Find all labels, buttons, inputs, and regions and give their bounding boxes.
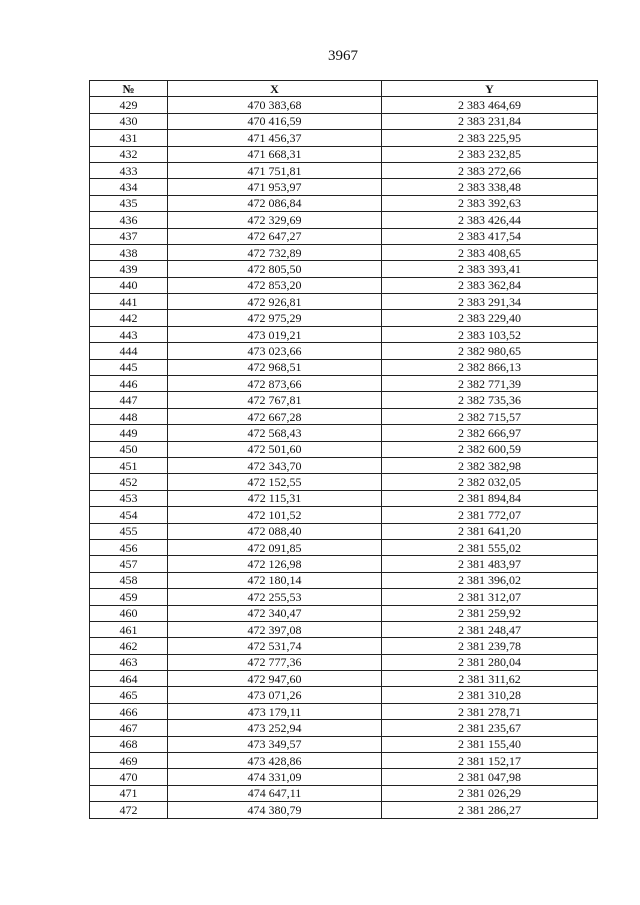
y-coordinate-cell: 2 381 278,71: [382, 703, 598, 719]
point-number-cell: 430: [90, 113, 168, 129]
table-row: [90, 244, 598, 260]
point-number-cell: 435: [90, 195, 168, 211]
y-coordinate-cell: 2 382 980,65: [382, 343, 598, 359]
column-header-x: X: [168, 81, 382, 97]
x-coordinate-cell: 473 428,86: [168, 753, 382, 769]
x-coordinate-cell: 470 383,68: [168, 97, 382, 113]
y-coordinate-cell: 2 383 231,84: [382, 113, 598, 129]
y-coordinate-cell: 2 383 229,40: [382, 310, 598, 326]
y-coordinate-cell: 2 381 259,92: [382, 605, 598, 621]
table-row: [90, 425, 598, 441]
column-header-y: Y: [382, 81, 598, 97]
y-coordinate-cell: 2 381 483,97: [382, 556, 598, 572]
table-row: [90, 507, 598, 523]
point-number-cell: 429: [90, 97, 168, 113]
y-coordinate-cell: 2 383 362,84: [382, 277, 598, 293]
x-coordinate-cell: 472 397,08: [168, 621, 382, 637]
y-coordinate-cell: 2 382 771,39: [382, 376, 598, 392]
point-number-cell: 457: [90, 556, 168, 572]
point-number-cell: 448: [90, 408, 168, 424]
table-row: [90, 556, 598, 572]
x-coordinate-cell: 472 647,27: [168, 228, 382, 244]
y-coordinate-cell: 2 382 866,13: [382, 359, 598, 375]
x-coordinate-cell: 471 751,81: [168, 162, 382, 178]
y-coordinate-cell: 2 383 408,65: [382, 244, 598, 260]
point-number-cell: 446: [90, 376, 168, 392]
x-coordinate-cell: 474 331,09: [168, 769, 382, 785]
x-coordinate-cell: 472 501,60: [168, 441, 382, 457]
x-coordinate-cell: 473 252,94: [168, 720, 382, 736]
y-coordinate-cell: 2 381 152,17: [382, 753, 598, 769]
point-number-cell: 437: [90, 228, 168, 244]
table-row: [90, 441, 598, 457]
point-number-cell: 449: [90, 425, 168, 441]
table-row: [90, 621, 598, 637]
page-number: 3967: [328, 48, 358, 64]
y-coordinate-cell: 2 381 235,67: [382, 720, 598, 736]
x-coordinate-cell: 472 152,55: [168, 474, 382, 490]
x-coordinate-cell: 472 101,52: [168, 507, 382, 523]
x-coordinate-cell: 470 416,59: [168, 113, 382, 129]
x-coordinate-cell: 472 968,51: [168, 359, 382, 375]
table-row: [90, 490, 598, 506]
x-coordinate-cell: 472 086,84: [168, 195, 382, 211]
point-number-cell: 443: [90, 326, 168, 342]
x-coordinate-cell: 474 647,11: [168, 785, 382, 801]
x-coordinate-cell: 472 343,70: [168, 457, 382, 473]
x-coordinate-cell: 472 777,36: [168, 654, 382, 670]
y-coordinate-cell: 2 381 396,02: [382, 572, 598, 588]
x-coordinate-cell: 472 767,81: [168, 392, 382, 408]
point-number-cell: 469: [90, 753, 168, 769]
table-row: [90, 720, 598, 736]
point-number-cell: 444: [90, 343, 168, 359]
table-row: [90, 753, 598, 769]
y-coordinate-cell: 2 381 641,20: [382, 523, 598, 539]
x-coordinate-cell: 472 531,74: [168, 638, 382, 654]
table-row: [90, 736, 598, 752]
y-coordinate-cell: 2 381 239,78: [382, 638, 598, 654]
point-number-cell: 460: [90, 605, 168, 621]
y-coordinate-cell: 2 382 715,57: [382, 408, 598, 424]
x-coordinate-cell: 472 975,29: [168, 310, 382, 326]
point-number-cell: 466: [90, 703, 168, 719]
y-coordinate-cell: 2 383 272,66: [382, 162, 598, 178]
table-row: [90, 195, 598, 211]
y-coordinate-cell: 2 383 338,48: [382, 179, 598, 195]
table-row: [90, 523, 598, 539]
table-row: [90, 212, 598, 228]
table-row: [90, 408, 598, 424]
table-row: [90, 376, 598, 392]
coordinates-table: [89, 80, 598, 819]
y-coordinate-cell: 2 381 312,07: [382, 589, 598, 605]
point-number-cell: 456: [90, 539, 168, 555]
x-coordinate-cell: 472 115,31: [168, 490, 382, 506]
point-number-cell: 451: [90, 457, 168, 473]
table-row: [90, 687, 598, 703]
x-coordinate-cell: 472 088,40: [168, 523, 382, 539]
x-coordinate-cell: 473 349,57: [168, 736, 382, 752]
point-number-cell: 464: [90, 671, 168, 687]
table-row: [90, 179, 598, 195]
table-row: [90, 228, 598, 244]
y-coordinate-cell: 2 383 291,34: [382, 294, 598, 310]
point-number-cell: 452: [90, 474, 168, 490]
table-row: [90, 261, 598, 277]
x-coordinate-cell: 471 456,37: [168, 130, 382, 146]
point-number-cell: 440: [90, 277, 168, 293]
table-row: [90, 343, 598, 359]
table-row: [90, 539, 598, 555]
table-body: [90, 97, 598, 818]
x-coordinate-cell: 472 853,20: [168, 277, 382, 293]
y-coordinate-cell: 2 382 666,97: [382, 425, 598, 441]
x-coordinate-cell: 473 071,26: [168, 687, 382, 703]
y-coordinate-cell: 2 381 280,04: [382, 654, 598, 670]
point-number-cell: 462: [90, 638, 168, 654]
point-number-cell: 467: [90, 720, 168, 736]
x-coordinate-cell: 472 568,43: [168, 425, 382, 441]
x-coordinate-cell: 472 947,60: [168, 671, 382, 687]
y-coordinate-cell: 2 382 735,36: [382, 392, 598, 408]
y-coordinate-cell: 2 381 286,27: [382, 802, 598, 818]
point-number-cell: 434: [90, 179, 168, 195]
y-coordinate-cell: 2 382 032,05: [382, 474, 598, 490]
y-coordinate-cell: 2 381 155,40: [382, 736, 598, 752]
table-row: [90, 294, 598, 310]
x-coordinate-cell: 472 329,69: [168, 212, 382, 228]
y-coordinate-cell: 2 381 026,29: [382, 785, 598, 801]
table-header-row: [90, 81, 598, 97]
table-row: [90, 130, 598, 146]
point-number-cell: 432: [90, 146, 168, 162]
y-coordinate-cell: 2 381 311,62: [382, 671, 598, 687]
x-coordinate-cell: 472 667,28: [168, 408, 382, 424]
x-coordinate-cell: 473 179,11: [168, 703, 382, 719]
table-row: [90, 703, 598, 719]
y-coordinate-cell: 2 381 248,47: [382, 621, 598, 637]
point-number-cell: 471: [90, 785, 168, 801]
table-row: [90, 113, 598, 129]
x-coordinate-cell: 472 805,50: [168, 261, 382, 277]
point-number-cell: 441: [90, 294, 168, 310]
table-row: [90, 392, 598, 408]
table-row: [90, 638, 598, 654]
table-row: [90, 671, 598, 687]
table-row: [90, 769, 598, 785]
table-row: [90, 589, 598, 605]
point-number-cell: 454: [90, 507, 168, 523]
point-number-cell: 450: [90, 441, 168, 457]
y-coordinate-cell: 2 383 103,52: [382, 326, 598, 342]
y-coordinate-cell: 2 383 392,63: [382, 195, 598, 211]
x-coordinate-cell: 472 126,98: [168, 556, 382, 572]
table-row: [90, 326, 598, 342]
point-number-cell: 463: [90, 654, 168, 670]
table-row: [90, 359, 598, 375]
table-row: [90, 785, 598, 801]
point-number-cell: 431: [90, 130, 168, 146]
y-coordinate-cell: 2 383 225,95: [382, 130, 598, 146]
point-number-cell: 453: [90, 490, 168, 506]
x-coordinate-cell: 472 091,85: [168, 539, 382, 555]
y-coordinate-cell: 2 383 426,44: [382, 212, 598, 228]
x-coordinate-cell: 471 668,31: [168, 146, 382, 162]
table-row: [90, 97, 598, 113]
point-number-cell: 436: [90, 212, 168, 228]
point-number-cell: 445: [90, 359, 168, 375]
point-number-cell: 439: [90, 261, 168, 277]
table-row: [90, 457, 598, 473]
y-coordinate-cell: 2 382 600,59: [382, 441, 598, 457]
table-row: [90, 474, 598, 490]
table-row: [90, 162, 598, 178]
y-coordinate-cell: 2 381 047,98: [382, 769, 598, 785]
point-number-cell: 458: [90, 572, 168, 588]
point-number-cell: 461: [90, 621, 168, 637]
y-coordinate-cell: 2 382 382,98: [382, 457, 598, 473]
x-coordinate-cell: 474 380,79: [168, 802, 382, 818]
y-coordinate-cell: 2 383 417,54: [382, 228, 598, 244]
point-number-cell: 465: [90, 687, 168, 703]
point-number-cell: 468: [90, 736, 168, 752]
column-header-number: №: [90, 81, 168, 97]
x-coordinate-cell: 472 255,53: [168, 589, 382, 605]
point-number-cell: 433: [90, 162, 168, 178]
x-coordinate-cell: 473 023,66: [168, 343, 382, 359]
x-coordinate-cell: 472 926,81: [168, 294, 382, 310]
point-number-cell: 455: [90, 523, 168, 539]
y-coordinate-cell: 2 383 393,41: [382, 261, 598, 277]
y-coordinate-cell: 2 381 555,02: [382, 539, 598, 555]
table-row: [90, 605, 598, 621]
x-coordinate-cell: 472 732,89: [168, 244, 382, 260]
y-coordinate-cell: 2 381 772,07: [382, 507, 598, 523]
table-row: [90, 802, 598, 818]
y-coordinate-cell: 2 381 310,28: [382, 687, 598, 703]
x-coordinate-cell: 473 019,21: [168, 326, 382, 342]
point-number-cell: 459: [90, 589, 168, 605]
table-row: [90, 654, 598, 670]
point-number-cell: 470: [90, 769, 168, 785]
x-coordinate-cell: 471 953,97: [168, 179, 382, 195]
point-number-cell: 447: [90, 392, 168, 408]
y-coordinate-cell: 2 383 232,85: [382, 146, 598, 162]
x-coordinate-cell: 472 180,14: [168, 572, 382, 588]
x-coordinate-cell: 472 340,47: [168, 605, 382, 621]
point-number-cell: 442: [90, 310, 168, 326]
y-coordinate-cell: 2 383 464,69: [382, 97, 598, 113]
table-row: [90, 146, 598, 162]
y-coordinate-cell: 2 381 894,84: [382, 490, 598, 506]
table-row: [90, 572, 598, 588]
table-row: [90, 277, 598, 293]
x-coordinate-cell: 472 873,66: [168, 376, 382, 392]
point-number-cell: 438: [90, 244, 168, 260]
table-row: [90, 310, 598, 326]
point-number-cell: 472: [90, 802, 168, 818]
